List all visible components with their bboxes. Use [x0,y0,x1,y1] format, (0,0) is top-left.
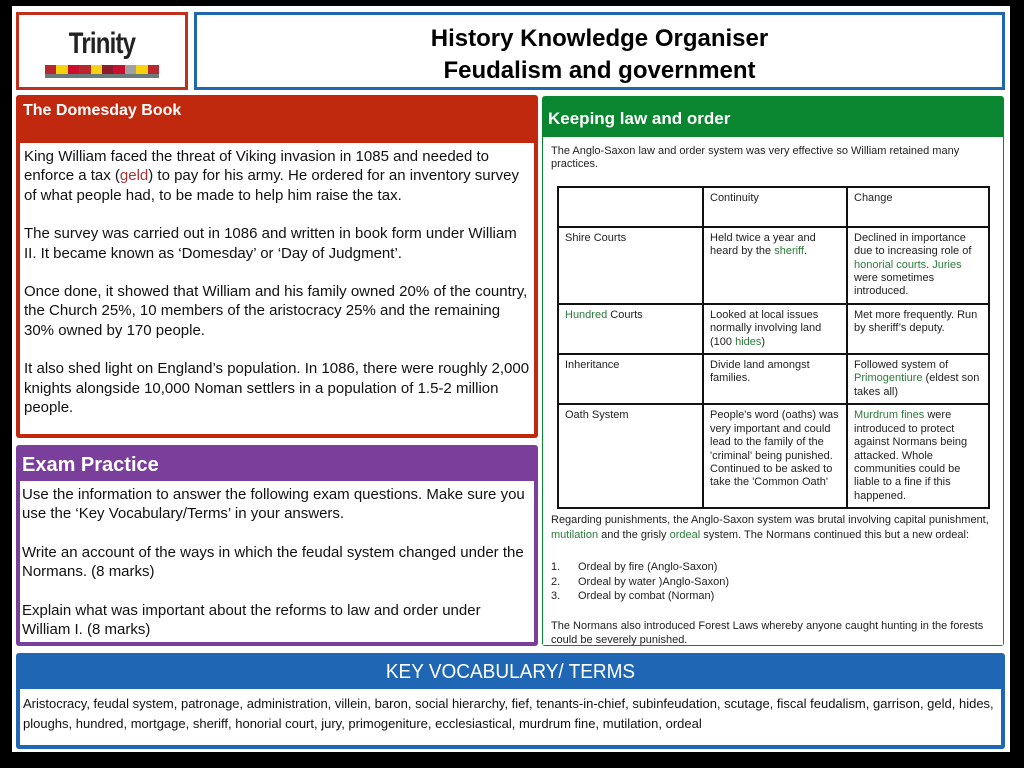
text: Courts [607,308,643,321]
logo-stripe-segment [125,65,136,74]
logo-stripe-segment [56,65,67,74]
term-highlight: Murdrum fines [854,409,925,422]
vocab-panel [16,653,1005,749]
punishment-paragraph [551,513,996,542]
text: King William faced the threat of Viking invasion in 1085 and needed to enforce a tax ( [24,148,490,185]
continuity-cell [703,304,847,354]
logo-stripe-segment [148,65,159,74]
logo-stripe-segment [45,65,56,74]
domesday-paragraph [24,147,530,205]
text: (eldest son takes all) [854,372,980,398]
text: ) [761,335,766,348]
table-row [558,304,989,354]
table-row [558,354,989,404]
term-highlight: ordeal [669,528,701,541]
term-highlight: Juries [932,258,962,271]
exam-body [20,481,534,642]
exam-title: Exam Practice [22,454,159,476]
continuity-cell [703,227,847,304]
item-text: Ordeal by fire (Anglo-Saxon) [578,561,718,574]
table-header: Change [847,187,989,227]
logo-stripe [45,65,159,74]
item-text: Ordeal by water )Anglo-Saxon) [578,575,730,588]
continuity-cell: People's word (oaths) was very important and could lead to the family of the 'criminal' being punished. Continued to be asked to take the 'Common Oath' [703,404,847,508]
term-highlight: geld [119,167,149,185]
term-highlight: mutilation [551,528,599,541]
domesday-panel [16,95,538,438]
exam-intro: Use the information to answer the following exam questions. Make sure you use the ‘Key Vocabulary/Terms’ in your answers. [22,486,525,523]
continuity-change-table [557,186,990,509]
table-row [558,227,989,304]
text: ) to pay for his army. He ordered for an inventory survey of what people had, to be made to help him raise the tax. [24,167,519,204]
exam-question: Explain what was important about the reforms to law and order under William I. (8 marks) [22,601,481,639]
term-highlight: hides [735,335,762,348]
text: . [926,258,933,271]
text: Followed system of [854,359,949,372]
text: Regarding punishments, the Anglo-Saxon system was brutal involving capital punishment, [551,514,989,527]
continuity-cell: Divide land amongst families. [703,354,847,404]
term-highlight: sheriff [774,245,804,258]
ordeal-list [551,560,996,604]
logo-stripe-segment [102,65,113,74]
exam-question: Write an account of the ways in which the feudal system changed under the Normans. (8 marks) [22,543,524,581]
text: . [803,245,808,258]
row-label: Inheritance [558,354,703,404]
domesday-paragraph: The survey was carried out in 1086 and written in book form under William II. It became known as ‘Domesday’ or ‘Day of Judgment’. [24,225,517,262]
vocab-terms: Aristocracy, feudal system, patronage, administration, villein, baron, social hierarchy, fief, tenants-in-chief, subinfeudation, scutage, fiscal feudalism, garrison, geld, hides, ploughs, hundred, mortgage, sheriff, honorial court, jury, primogeniture, ecclesiastical, murdrum fine, mutilation, ordeal [20,689,1001,745]
text: system. The Normans continued this but a new ordeal: [700,528,970,541]
domesday-paragraph: Once done, it showed that William and his family owned 20% of the country, the Church 25%, 10 members of the aristocracy 25% and the remaining 30% owned by 170 people. [24,283,528,339]
exam-panel [16,445,538,646]
text: Looked at local issues normally involving land (100 [710,308,822,348]
row-label: Oath System [558,404,703,508]
table-header-row [558,187,989,227]
logo-stripe-segment [79,65,90,74]
ordeal-item [551,560,996,575]
row-label: Shire Courts [558,227,703,304]
text: and the grisly [598,528,670,541]
row-label [558,304,703,354]
logo-stripe-segment [113,65,124,74]
item-number: 1. [551,561,561,574]
term-highlight: Hundred [565,308,608,321]
text: were sometimes introduced. [854,272,935,298]
ordeal-item [551,589,996,604]
logo-stripe-segment [136,65,147,74]
law-panel [542,96,1004,646]
domesday-title: The Domesday Book [23,102,182,119]
page-title: History Knowledge Organiser [430,25,769,52]
domesday-body [20,143,534,434]
item-text: Ordeal by combat (Norman) [578,590,715,603]
logo-text: Trinity [68,27,136,60]
table-row [558,404,989,508]
item-number: 2. [551,575,561,588]
forest-laws-paragraph: The Normans also introduced Forest Laws whereby anyone caught hunting in the forests could be severely punished. [551,619,984,647]
logo-stripe-segment [68,65,79,74]
table-header: Continuity [703,187,847,227]
logo-stripe-shadow [45,74,159,78]
law-body [543,137,1003,645]
text: were introduced to protect against Normans being attacked. Whole communities could be liable to a fine if this happened. [854,409,968,502]
domesday-paragraph: It also shed light on England’s population. In 1086, there were roughly 2,000 knights alongside 10,000 Noman settlers in a population of 1.5-2 million people. [24,360,530,417]
school-logo [16,12,188,90]
title-box [194,12,1005,90]
change-cell [847,354,989,404]
logo-stripe-segment [91,65,102,74]
ordeal-item [551,575,996,590]
change-cell: Met more frequently. Run by sheriff’s deputy. [847,304,989,354]
term-highlight: honorial courts [854,258,927,271]
table-header [558,187,703,227]
change-cell [847,227,989,304]
text: Declined in importance due to increasing role of [854,231,972,258]
item-number: 3. [551,590,561,603]
term-highlight: Primogentiure [854,372,923,385]
text: Held twice a year and heard by the [710,231,816,258]
change-cell [847,404,989,508]
law-title: Keeping law and order [548,109,731,128]
vocab-title: KEY VOCABULARY/ TERMS [385,661,636,683]
page-subtitle: Feudalism and government [443,57,756,84]
law-intro: The Anglo-Saxon law and order system was very effective so William retained many practices. [551,145,960,171]
